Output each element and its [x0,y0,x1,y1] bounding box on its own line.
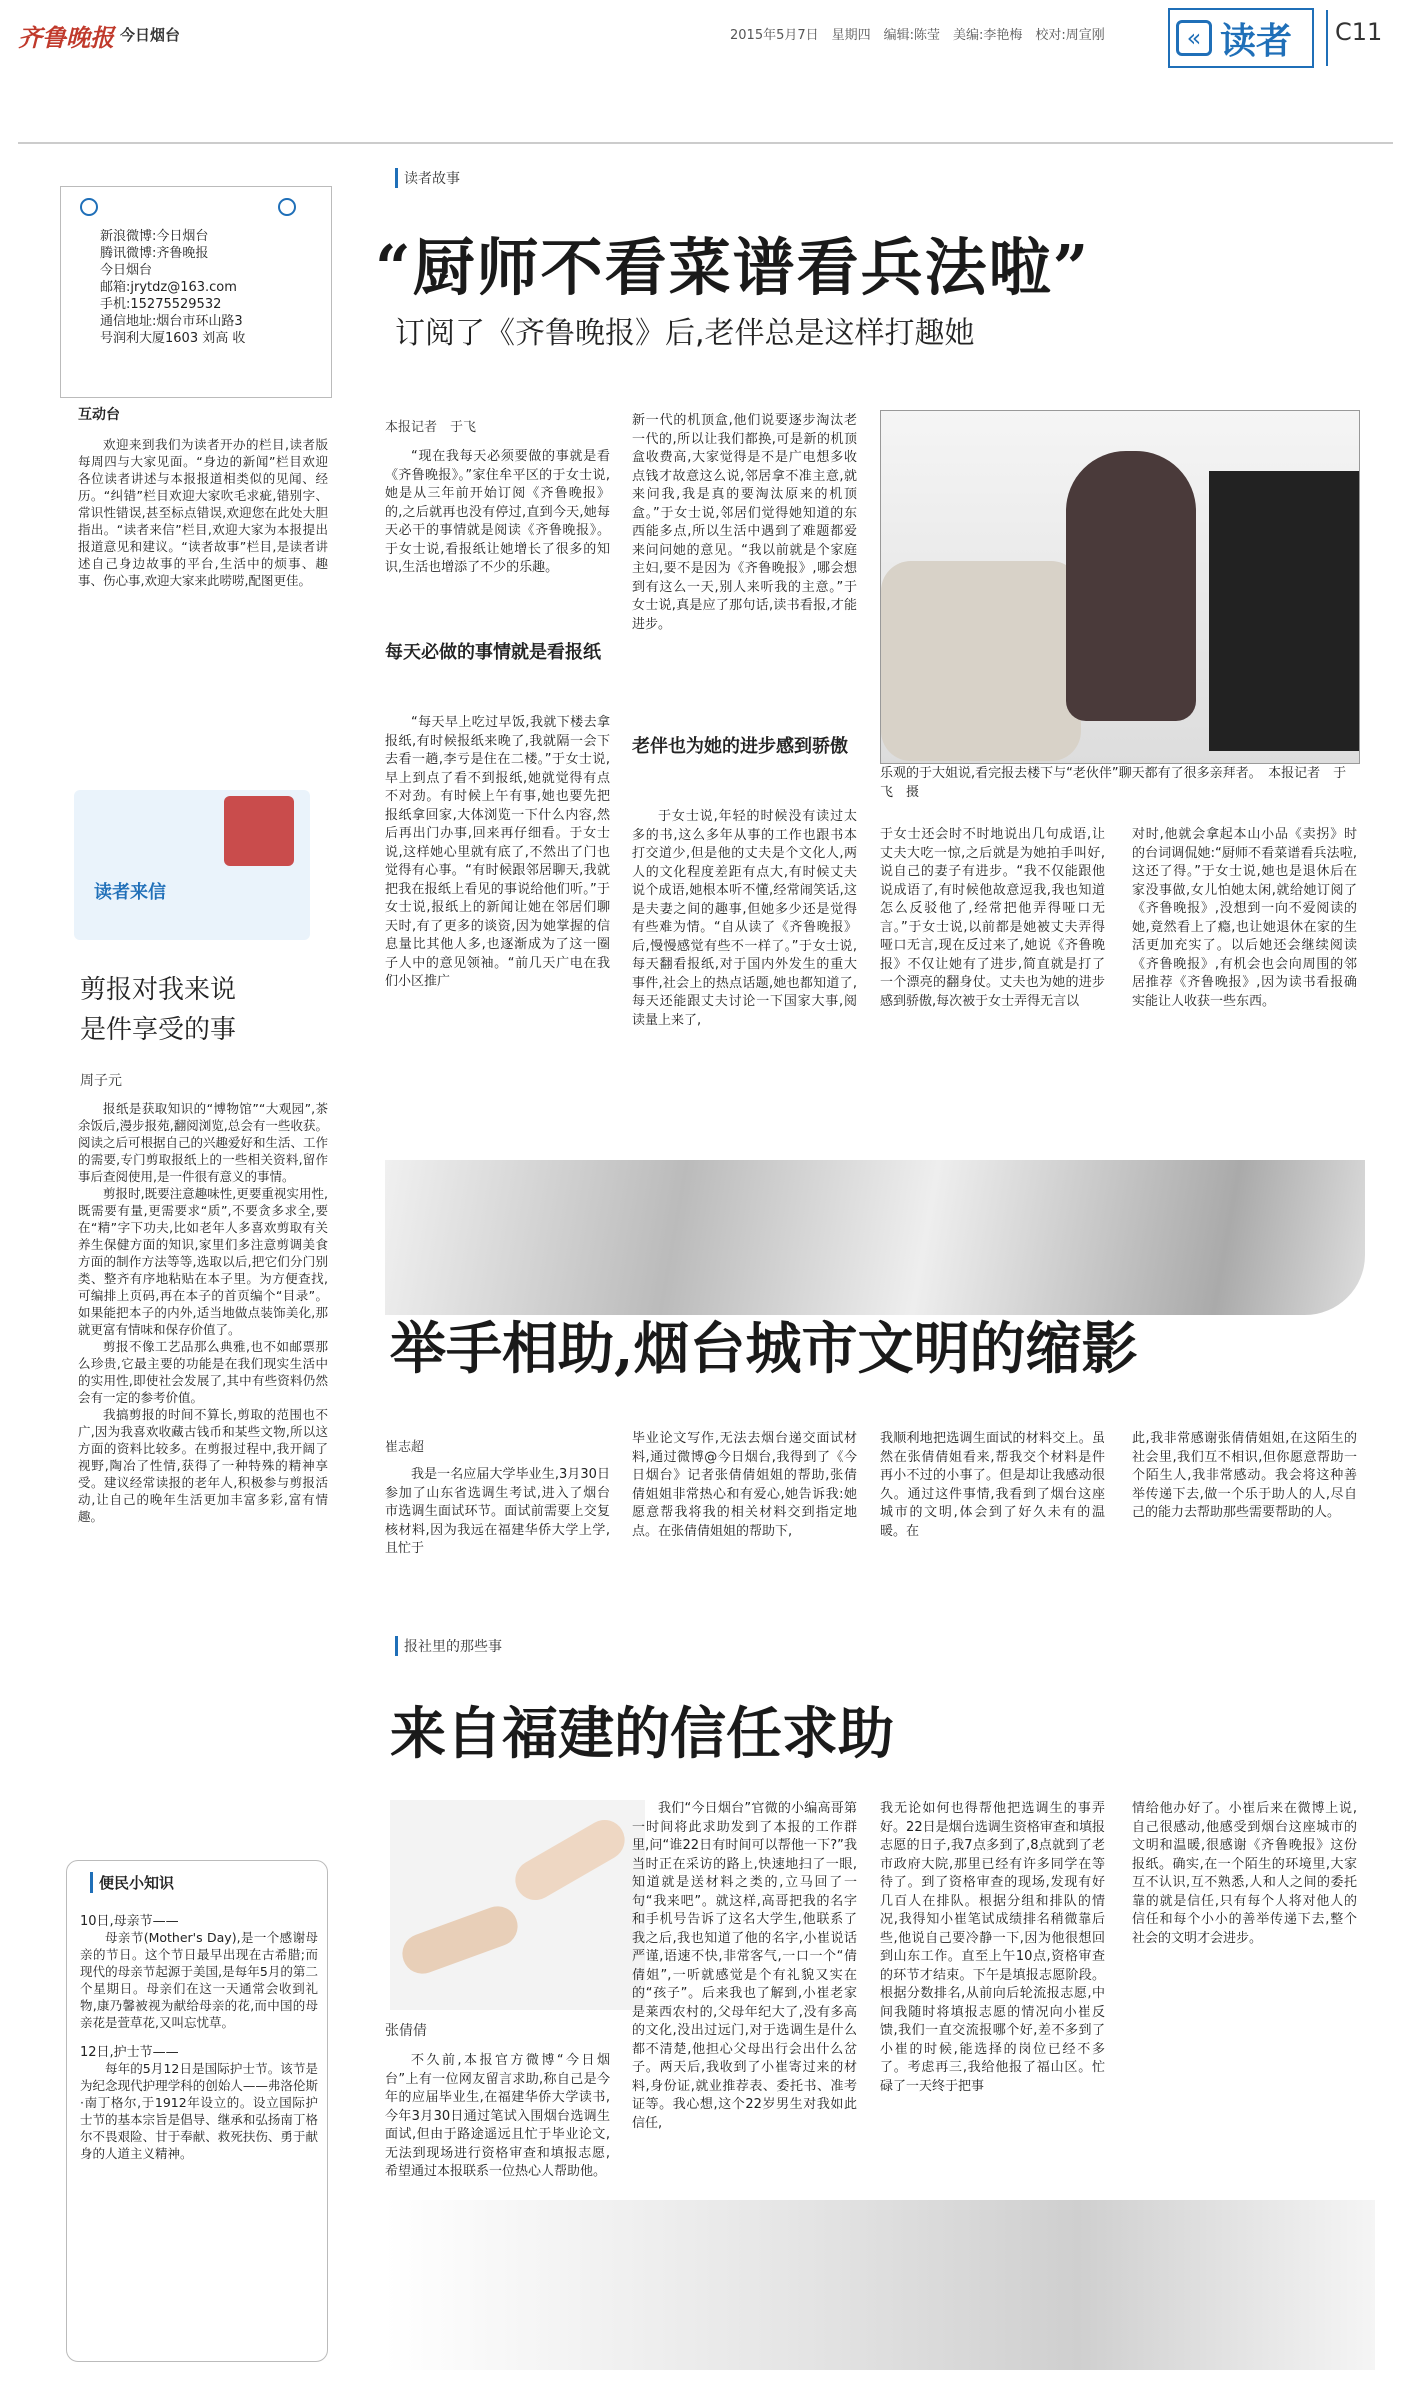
tip-head: 12日,护士节—— [80,2045,179,2060]
computer-desk-shape [1209,471,1359,751]
decorative-band [385,1160,1365,1315]
contact-phone: 手机:15275529532 [100,297,222,312]
story-column: 于女士说,年轻的时候没有读过太多的书,这么多年从事的工作也跟书本打交道少,但是他的丈夫是个文化人,两人的文化程度差距有点大,有时候丈夫说个成语,她根本听不懂,经常闹笑话,这是夫妻之间的趣事,但她多少还是觉得有些难为情。“自从读了《齐鲁晚报》后,慢慢感觉有些不一样了。”于女士说,每天翻看报纸,对于国内外发生的重大事件,社会上的热点话题,她也都知道了,每天还能跟丈夫讨论一下国家大事,阅读量上来了, [632,809,857,1028]
interaction-body: 欢迎来到我们为读者开办的栏目,读者版每周四与大家见面。“身边的新闻”栏目欢迎各位读者讲述与本报报道相类似的见闻、经历。“纠错”栏目欢迎大家吹毛求疵,错别字、常识性错误,甚至标点错误,欢迎您在此处大胆指出。“读者来信”栏目,欢迎大家为本报提出报道意见和建议。“读者故事”栏目,是读者讲述自己身边故事的平台,生活中的烦事、趣事、伤心事,欢迎大家来此唠唠,配图更佳。 [78,437,328,588]
story-byline: 张倩倩 [385,2023,427,2039]
paragraph: 剪报时,既要注意趣味性,更要重视实用性,既需要有量,更需要求“质”,不要贪多求全,要在“精”字下功夫,比如老年人多喜欢剪取有关养生保健方面的知识,家里们多注意剪调美食方面的制作方法等等,选取以后,把它们分门别类、整齐有序地粘贴在本子里。为方便查找,可编排上页码,再在本子的首页编个“目录”。如果能把本子的内外,适当地做点装饰美化,那就更富有情味和保存价值了。 [78,1186,328,1337]
photo-caption: 乐观的于大姐说,看完报去楼下与“老伙伴”聊天都有了很多亲拜者。 本报记者 于飞 摄 [880,766,1347,800]
header-rule [18,142,1393,144]
section-name: 今日烟台 [120,26,181,44]
section-badge [1168,8,1314,68]
story-column: 对时,他就会拿起本山小品《卖拐》时的台词调侃她:“厨师不看菜谱看兵法啦,这还了得。”于女士说,她也是退休后在家没事做,女儿怕她太闲,就给她订阅了《齐鲁晚报》,没想到一向不爱阅读的她,竟然看上了瘾,也让她退休在家的生活更加充实了。以后她还会继续阅读《齐鲁晚报》,有机会也会向周围的邻居推荐《齐鲁晚报》,因为读书看报确实能让人收获一些东西。 [1132,827,1357,1009]
letter-author: 周子元 [80,1073,122,1089]
header-divider [1326,10,1328,66]
hand-shape [397,1901,523,1980]
paragraph: 我搞剪报的时间不算长,剪取的范围也不广,因为我喜欢收藏古钱币和某些文物,所以这方面的资料比较多。在剪报过程中,我开阔了视野,陶冶了性情,获得了一种特殊的精神享受。建议经常读报的老年人,积极参与剪报活动,让自己的晚年生活更加丰富多彩,富有情趣。 [78,1407,328,1524]
letter-title-line: 是件享受的事 [80,1015,237,1045]
contact-line: 新浪微博:今日烟台 [100,229,209,244]
contact-line: 今日烟台 [100,263,153,278]
story-column: 情给他办好了。小崔后来在微博上说,自己很感动,他感受到烟台这座城市的文明和温暖,很感谢《齐鲁晚报》这份报纸。确实,在一个陌生的环境里,大家互不认识,互不熟悉,人和人之间的委托靠的就是信任,只有每个人将对他人的信任和每个小小的善举传递下去,整个社会的文明才会进步。 [1132,1801,1357,1946]
newspaper-brand: 齐鲁晚报 [18,23,114,52]
letter-title-line: 剪报对我来说 [80,975,237,1005]
chevron-left-icon: « [1176,20,1212,56]
story-column: 我们“今日烟台”官微的小编高哥第一时间将此求助发到了本报的工作群里,问“谁22日有时间可以帮他一下?”我当时正在采访的路上,快速地扫了一眼,知道就是送材料之类的,立马回了一句“我来吧”。就这样,高哥把我的名字和手机号告诉了这名大学生,他联系了我之后,我也知道了他的名字,小崔说话严谨,语速不快,非常客气,一口一个“倩倩姐”,一听就感觉是个有礼貌又实在的“孩子”。后来我也了解到,小崔老家是莱西农村的,父母年纪大了,没有多高的文化,没出过远门,对于选调生是什么都不清楚,他担心父母出行会出什么岔子。两天后,我收到了小崔寄过来的材料,身份证,就业推荐表、委托书、准考证等。我心想,这个22岁男生对我如此信任, [632,1801,857,2131]
sofa-shape [881,561,1081,761]
story-column: 于女士还会时不时地说出几句成语,让丈夫大吃一惊,之后就是为她拍手叫好,说自己的妻子有进步。“我不仅能跟他说成语了,有时候他故意逗我,我也知道怎么反驳他了,经常把他弄得哑口无言。”于女士说,以前都是她被丈夫弄得哑口无言,现在反过来了,她说《齐鲁晚报》不仅让她有了进步,简直就是打了一个漂亮的翻身仗。丈夫也为她的进步感到骄傲,每次被于女士弄得无言以 [880,827,1105,1009]
paragraph: 报纸是获取知识的“博物馆”“大观园”,茶余饭后,漫步报苑,翻阅浏览,总会有一些收获。阅读之后可根据自己的兴趣爱好和生活、工作的需要,专门剪取报纸上的一些相关资料,留作事后查阅使用,是一件很有意义的事情。 [78,1101,329,1184]
ring-icon [278,198,296,216]
tip-head: 10日,母亲节—— [80,1914,179,1929]
contact-line: 号润利大厦1603 刘高 收 [100,331,246,346]
story-byline: 崔志超 [385,1440,425,1455]
tip-body: 每年的5月12日是国际护士节。该节是为纪念现代护理学科的创始人——弗洛伦斯·南丁格尔,于1912年设立的。设立国际护士节的基本宗旨是倡导、继承和弘扬南丁格尔不畏艰险、甘于奉献、救死扶伤、勇于献身的人道主义精神。 [80,2061,318,2161]
tips-title: 便民小知识 [90,1872,174,1893]
badge-label: 读者 [1220,20,1293,62]
story-column: 我顺利地把选调生面试的材料交上。虽然在张倩倩姐看来,帮我交个材料是件再小不过的小事了。但是却让我感动很久。通过这件事情,我看到了烟台这座城市的文明,体会到了好久未有的温暖。在 [880,1431,1105,1539]
paragraph: 剪报不像工艺品那么典雅,也不如邮票那么珍贵,它最主要的功能是在我们现实生活中的实用性,即使社会发展了,其中有些资料仍然会有一定的参考价值。 [78,1339,328,1405]
contact-line: 通信地址:烟台市环山路3 [100,314,243,329]
contact-info [100,228,340,347]
story-headline: 来自福建的信任求助 [390,1701,894,1767]
story-column: 毕业论文写作,无法去烟台递交面试材料,通过微博@今日烟台,我得到了《今日烟台》记者张倩倩姐姐的帮助,张倩倩姐姐非常热心和有爱心,她告诉我:她愿意帮我将我的相关材料交到指定地点。在张倩倩姐姐的帮助下, [632,1431,857,1539]
story-column: “每天早上吃过早饭,我就下楼去拿报纸,有时候报纸来晚了,我就隔一会下去看一趟,李亏是住在二楼。”于女士说,早上到点了看不到报纸,她就觉得有点不对劲。有时候上午有事,她也要先把报纸拿回家,大体浏览一下什么内容,然后再出门办事,回来再仔细看。于女士说,这样她心里就有底了,不然出了门也觉得有心事。“有时候跟邻居聊天,我就把我在报纸上看见的事说给他们听。”于女士说,报纸上的新闻让她在邻居们聊天时,有了更多的谈资,因为她掌握的信息量比其他人多,也逐渐成为了这一圈子人中的意见领袖。“前几天广电在我们小区推广 [385,715,610,989]
pinky-promise-photo [390,1800,645,2010]
contact-line: 腾讯微博:齐鲁晚报 [100,246,209,261]
story-subheading: 老伴也为她的进步感到骄傲 [632,736,848,757]
story-column: 新一代的机顶盒,他们说要逐步淘汰老一代的,所以让我们都换,可是新的机顶盒收费高,大家觉得是不是广电想多收点钱才故意这么说,邻居拿不准主意,就来问我,我是真的要淘汰原来的机顶盒。”于女士说,邻居们觉得她知道的东西能多点,所以生活中遇到了难题都爱来问问她的意见。“我以前就是个家庭主妇,要不是因为《齐鲁晚报》,哪会想到有这么一天,别人来听我的主意。”于女士说,真是应了那句话,读书看报,才能进步。 [632,413,857,632]
ring-icon [80,198,98,216]
person-shape [1066,451,1196,721]
letter-headline [80,970,340,1050]
letters-caption: 读者来信 [94,882,166,903]
reader-photo [880,410,1360,764]
story-column: 我无论如何也得帮他把选调生的事弄好。22日是烟台选调生资格审查和填报志愿的日子,我7点多到了,8点就到了老市政府大院,那里已经有许多同学在等待了。到了资格审查的现场,发现有好几百人在排队。根据分组和排队的情况,我得知小崔笔试成绩排名稍微靠后些,他说自己要冷静一下,因为他很想回到山东工作。直至上午10点,资格审查的环节才结束。下午是填报志愿阶段。根据分数排名,从前向后轮流报志愿,中间我随时将填报志愿的情况向小崔反馈,我们一直交流报哪个好,差不多到了小崔的时候,能选择的岗位已经不多了。考虑再三,我给他报了福山区。忙碌了一天终于把事 [880,1801,1105,2094]
story-byline: 本报记者 于飞 [385,420,477,435]
story-subheading: 每天必做的事情就是看报纸 [385,642,601,663]
story-column: 不久前,本报官方微博“今日烟台”上有一位网友留言求助,称自己是今年的应届毕业生,在福建华侨大学读书,今年3月30日通过笔试入围烟台选调生面试,但由于路途遥远且忙于毕业论文,无法到现场进行资格审查和填报志愿,希望通过本报联系一位热心人帮助他。 [385,2053,610,2179]
contact-email[interactable]: 邮箱:jrytdz@163.com [100,280,237,295]
story-subhead: 订阅了《齐鲁晚报》后,老伴总是这样打趣她 [395,316,975,351]
letters-banner [74,790,310,940]
letter-body [78,1100,328,1525]
story-kicker: 读者故事 [395,168,460,188]
story-column: “现在我每天必须要做的事就是看《齐鲁晚报》。”家住牟平区的于女士说,她是从三年前开始订阅《齐鲁晚报》的,之后就再也没有停过,直到今天,她每天必干的事情就是阅读《齐鲁晚报》。于女士说,看报纸让她增长了很多的知识,生活也增添了不少的乐趣。 [385,449,610,575]
story-headline: “厨师不看菜谱看兵法啦” [375,231,1091,304]
tip-body: 母亲节(Mother's Day),是一个感谢母亲的节日。这个节日最早出现在古希腊;而现代的母亲节起源于美国,是每年5月的第二个星期日。母亲们在这一天通常会收到礼物,康乃馨被视为献给母亲的花,而中国的母亲花是萱草花,又叫忘忧草。 [80,1930,318,2030]
story-column: 此,我非常感谢张倩倩姐姐,在这陌生的社会里,我们互不相识,但你愿意帮助一个陌生人,我非常感动。我会将这种善举传递下去,做一个乐于助人的人,尽自己的能力去帮助那些需要帮助的人。 [1132,1431,1357,1520]
story-kicker: 报社里的那些事 [395,1636,502,1656]
tips-list [80,1910,318,2162]
hand-shape [508,1813,632,1908]
story-headline: 举手相助,烟台城市文明的缩影 [390,1316,1138,1382]
issue-meta: 2015年5月7日 星期四 编辑:陈莹 美编:李艳梅 校对:周宣刚 [730,28,1105,43]
newspaper-icon [224,796,294,866]
page-number: C11 [1335,18,1383,46]
interaction-title: 互动台 [78,407,120,423]
story-column: 我是一名应届大学毕业生,3月30日参加了山东省选调生考试,进入了烟台市选调生面试环节。面试前需要上交复核材料,因为我远在福建华侨大学上学,且忙于 [385,1467,610,1556]
